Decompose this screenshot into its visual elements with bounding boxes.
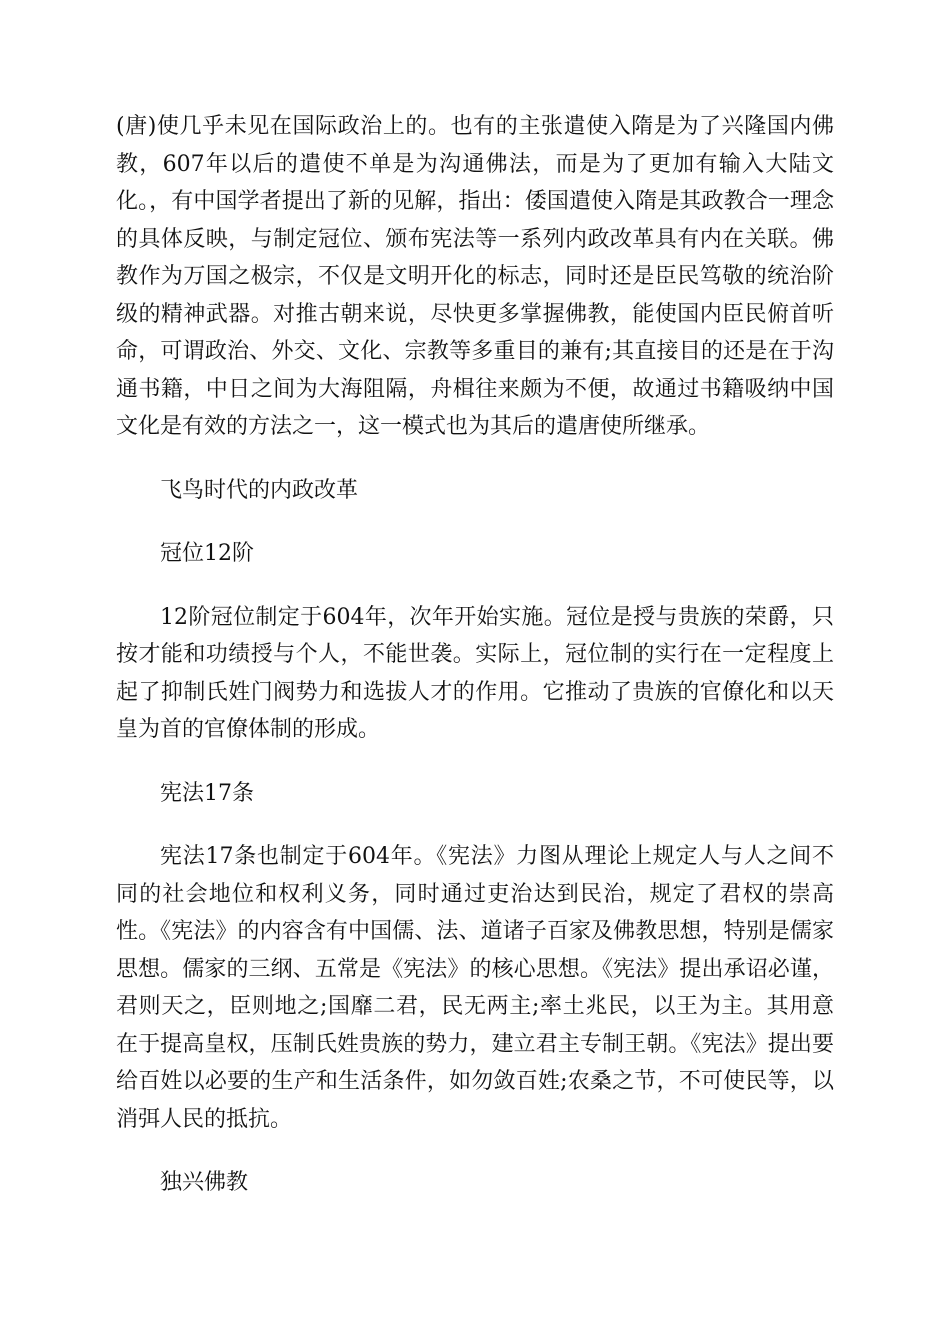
section-heading-asuka-reforms: 飞鸟时代的内政改革 xyxy=(160,477,359,503)
subheading-twelve-cap-ranks: 冠位12阶 xyxy=(160,541,254,566)
paragraph-constitution: 宪法17条也制定于604年。《宪法》力图从理论上规定人与人之间不同的社会地位和权利义务，同时通过吏治达到民治，规定了君权的崇高性。《宪法》的内容含有中国儒、法、道诸子百家及佛教思想，特别是儒家思想。儒家的三纲、五常是《宪法》的核心思想。《宪法》提出承诏必谨，君则天之，臣则地之;国靡二君，民无两主;率土兆民，以王为主。其用意在于提高皇权，压制氏姓贵族的势力，建立君主专制王朝。《宪法》提出要给百姓以必要的生产和生活条件，如勿敛百姓;农桑之节，不可使民等，以消弭人民的抵抗。 xyxy=(116,844,834,1132)
document-page xyxy=(116,108,834,1202)
paragraph-envoys-to-sui: (唐)使几乎未见在国际政治上的。也有的主张遣使入隋是为了兴隆国内佛教，607年以后的遣使不单是为沟通佛法，而是为了更加有输入大陆文化。，有中国学者提出了新的见解，指出：倭国遣使入隋是其政教合一理念的具体反映，与制定冠位、颁布宪法等一系列内政改革具有内在关联。佛教作为万国之极宗，不仅是文明开化的标志，同时还是臣民笃敬的统治阶级的精神武器。对推古朝来说，尽快更多掌握佛教，能使国内臣民俯首听命，可谓政治、外交、文化、宗教等多重目的兼有;其直接目的还是在于沟通书籍，中日之间为大海阻隔，舟楫往来颇为不便，故通过书籍吸纳中国文化是有效的方法之一，这一模式也为其后的遣唐使所继承。 xyxy=(116,114,834,439)
paragraph-cap-ranks: 12阶冠位制定于604年，次年开始实施。冠位是授与贵族的荣爵，只按才能和功绩授与个人，不能世袭。实际上，冠位制的实行在一定程度上起了抑制氏姓门阀势力和选拔人才的作用。它推动了贵族的官僚化和以天皇为首的官僚体制的形成。 xyxy=(116,604,834,742)
subheading-promoting-buddhism: 独兴佛教 xyxy=(160,1170,249,1195)
subheading-seventeen-article-constitution: 宪法17条 xyxy=(160,780,254,806)
